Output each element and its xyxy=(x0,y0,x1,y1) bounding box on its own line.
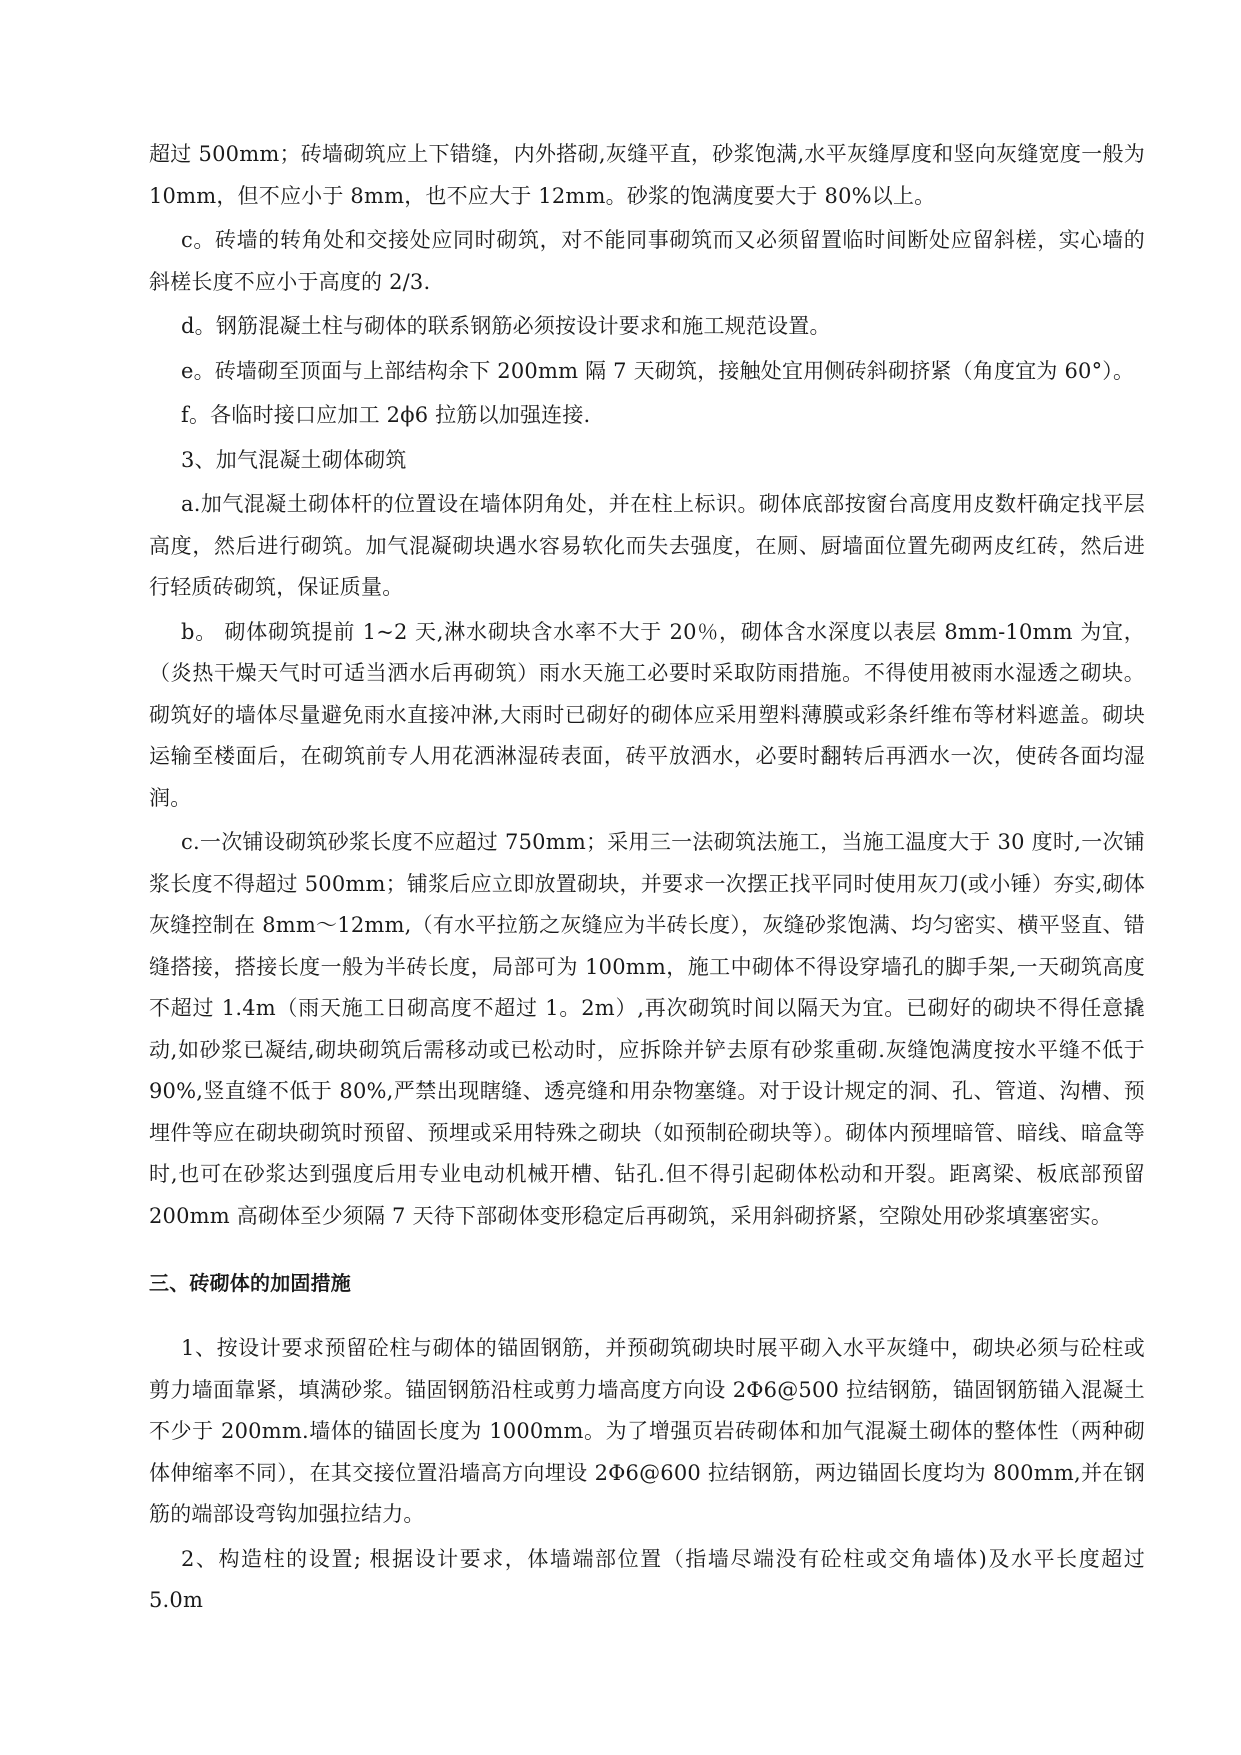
document-page xyxy=(149,134,1145,1625)
paragraph-constructional-column: 2、构造柱的设置; 根据设计要求，体墙端部位置（指墙尽端没有砼柱或交角墙体)及水平长度超过 5.0m xyxy=(149,1546,1145,1612)
paragraph-item-a: a.加气混凝土砌体杆的位置设在墙体阴角处，并在柱上标识。砌体底部按窗台高度用皮数杆确定找平层高度，然后进行砌筑。加气混凝砌块遇水容易软化而失去强度，在厕、厨墙面位置先砌两皮红砖，然后进行轻质砖砌筑，保证质量。 xyxy=(149,492,1145,599)
paragraph-item-b: b。 砌体砌筑提前 1~2 天,淋水砌块含水率不大于 20％，砌体含水深度以表层 8mm-10mm 为宜，（炎热干燥天气时可适当洒水后再砌筑）雨水天施工必要时采取防雨措施。不得使用被雨水湿透之砌块。砌筑好的墙体尽量避免雨水直接冲淋,大雨时已砌好的砌体应采用塑料薄膜或彩条纤维布等材料遮盖。砌块运输至楼面后，在砌筑前专人用花洒淋湿砖表面，砖平放洒水，必要时翻转后再洒水一次，使砖各面均湿润。 xyxy=(149,619,1145,810)
paragraph-item-f: f。各临时接口应加工 2ϕ6 拉筋以加强连接. xyxy=(181,403,591,427)
paragraph-item-e: e。砖墙砌至顶面与上部结构余下 200mm 隔 7 天砌筑，接触处宜用侧砖斜砌挤紧（角度宜为 60°）。 xyxy=(181,358,1135,383)
paragraph-item-d: d。钢筋混凝土柱与砌体的联系钢筋必须按设计要求和施工规范设置。 xyxy=(181,314,831,338)
paragraph-continuation: 超过 500mm；砖墙砌筑应上下错缝，内外搭砌,灰缝平直，砂浆饱满,水平灰缝厚度和竖向灰缝宽度一般为 10mm，但不应小于 8mm，也不应大于 12mm。砂浆的饱满度要大于 80%以上。 xyxy=(149,142,1145,208)
section-heading: 三、砖砌体的加固措施 xyxy=(149,1271,351,1295)
paragraph-item-c-mortar: c.一次铺设砌筑砂浆长度不应超过 750mm；采用三一法砌筑法施工，当施工温度大于 30 度时,一次铺浆长度不得超过 500mm；铺浆后应立即放置砌块，并要求一次摆正找平同时使用灰刀(或小锤）夯实,砌体灰缝控制在 8mm～12mm,（有水平拉筋之灰缝应为半砖长度），灰缝砂浆饱满、均匀密实、横平竖直、错缝搭接，搭接长度一般为半砖长度，局部可为 100mm，施工中砌体不得设穿墙孔的脚手架,一天砌筑高度不超过 1.4m（雨天施工日砌高度不超过 1。2m）,再次砌筑时间以隔天为宜。已砌好的砌块不得任意撬动,如砂浆已凝结,砌块砌筑后需移动或已松动时，应拆除并铲去原有砂浆重砌.灰缝饱满度按水平缝不低于 90%,竖直缝不低于 80%,严禁出现瞎缝、透亮缝和用杂物塞缝。对于设计规定的洞、孔、管道、沟槽、预埋件等应在砌块砌筑时预留、预埋或采用特殊之砌块（如预制砼砌块等）。砌体内预埋暗管、暗线、暗盒等时,也可在砂浆达到强度后用专业电动机械开槽、钻孔.但不得引起砌体松动和开裂。距离梁、板底部预留 200mm 高砌体至少须隔 7 天待下部砌体变形稳定后再砌筑，采用斜砌挤紧，空隙处用砂浆填塞密实。 xyxy=(149,830,1145,1228)
paragraph-item-c: c。砖墙的转角处和交接处应同时砌筑，对不能同事砌筑而又必须留置临时间断处应留斜槎，实心墙的斜槎长度不应小于高度的 2/3. xyxy=(149,228,1145,294)
paragraph-anchor-rebar: 1、按设计要求预留砼柱与砌体的锚固钢筋，并预砌筑砌块时展平砌入水平灰缝中，砌块必须与砼柱或剪力墙面靠紧，填满砂浆。锚固钢筋沿柱或剪力墙高度方向设 2Φ6@500 拉结钢筋，锚固钢筋锚入混凝土不少于 200mm.墙体的锚固长度为 1000mm。为了增强页岩砖砌体和加气混凝土砌体的整体性（两种砌体伸缩率不同），在其交接位置沿墙高方向埋设 2Φ6@600 拉结钢筋，两边锚固长度均为 800mm,并在钢筋的端部设弯钩加强拉结力。 xyxy=(149,1336,1145,1526)
subsection-title-aerated-concrete: 3、加气混凝土砌体砌筑 xyxy=(181,447,407,472)
